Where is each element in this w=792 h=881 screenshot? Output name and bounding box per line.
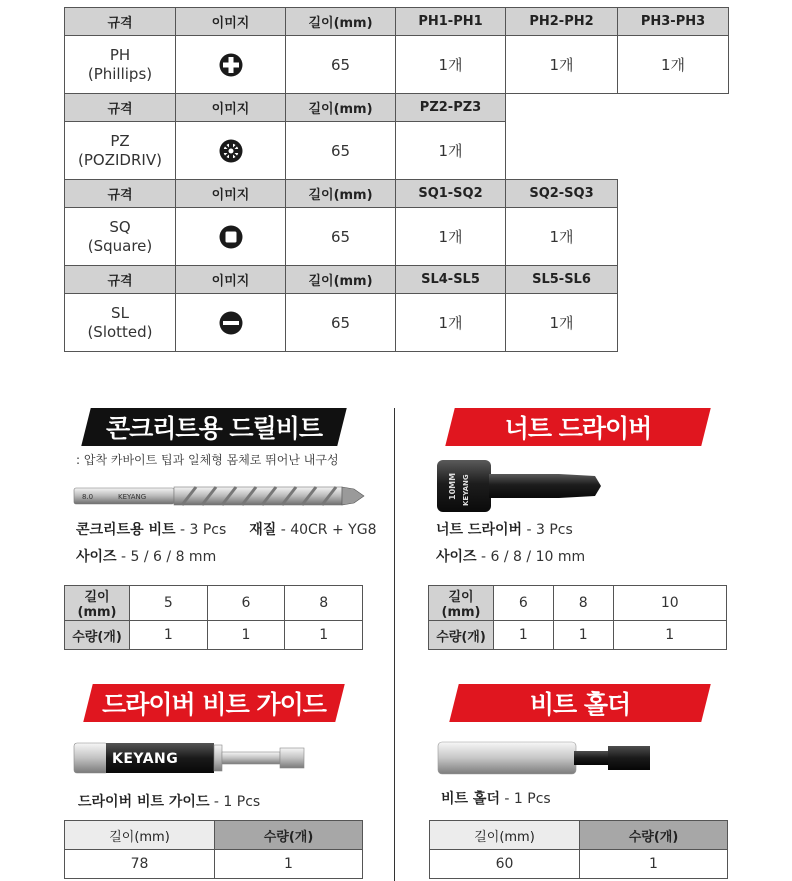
qty-cell: 1: [130, 621, 208, 650]
qty-cell: 1개: [505, 35, 618, 94]
nut-name-line: [436, 519, 573, 539]
header-cell: 규격: [64, 93, 176, 122]
qty-cell: 1개: [505, 207, 618, 266]
length-cell: 10: [613, 586, 726, 621]
drill-material-label: 재질: [249, 522, 277, 538]
qty-cell: 1개: [395, 293, 506, 352]
bit-guide-image: [72, 740, 308, 776]
drill-size-value: - 5 / 6 / 8 mm: [116, 549, 217, 565]
header-cell: 규격: [64, 7, 176, 36]
spec-row-pz: [64, 122, 506, 180]
header-cell: SQ1-SQ2: [395, 179, 506, 208]
header-cell: 규격: [64, 265, 176, 294]
spec-type-sub: (Slotted): [87, 322, 153, 341]
spec-header-sq: [64, 180, 618, 208]
nut-table: [428, 585, 727, 650]
length-cell: 6: [494, 586, 554, 621]
length-cell: 65: [285, 35, 396, 94]
qty-cell: 1: [613, 621, 726, 650]
length-header: 길이(mm): [65, 586, 130, 621]
holder-name-line: [441, 788, 551, 808]
drill-bit-image: [72, 484, 367, 508]
image-cell: [175, 207, 286, 266]
spec-type-sub: (POZIDRIV): [78, 150, 162, 169]
length-cell: 8: [285, 586, 363, 621]
spec-header-pz: [64, 94, 506, 122]
pozidriv-icon: [219, 139, 243, 163]
length-header: 길이(mm): [429, 586, 494, 621]
spec-type: PH: [109, 45, 131, 64]
holder-title: 비트 홀더: [529, 690, 631, 719]
drill-bit-count: - 3 Pcs: [175, 522, 227, 538]
spec-row-sl: [64, 294, 618, 352]
header-cell: PZ2-PZ3: [395, 93, 506, 122]
nut-name-label: 너트 드라이버: [436, 522, 523, 538]
holder-count: - 1 Pcs: [499, 791, 551, 807]
qty-header: 수량(개): [215, 821, 363, 850]
header-cell: PH1-PH1: [395, 7, 506, 36]
qty-cell: 1개: [395, 207, 506, 266]
image-cell: [175, 121, 286, 180]
spec-type-cell: [64, 35, 176, 94]
nut-size-mark: 10MM: [448, 472, 457, 500]
header-cell: PH3-PH3: [617, 7, 729, 36]
spec-row-ph: [64, 36, 729, 94]
header-cell: 이미지: [175, 7, 286, 36]
nut-driver-image: [435, 458, 605, 514]
drill-title: 콘크리트용 드릴비트: [105, 414, 323, 443]
spec-type-sub: (Square): [87, 236, 153, 255]
qty-cell: 1: [285, 621, 363, 650]
spec-type-cell: [64, 293, 176, 352]
header-cell: 길이(mm): [285, 265, 396, 294]
guide-name-label: 드라이버 비트 가이드: [78, 794, 210, 810]
qty-header: 수량(개): [429, 621, 494, 650]
header-cell: PH2-PH2: [505, 7, 618, 36]
qty-cell: 1: [580, 850, 728, 879]
guide-brand-mark: KEYANG: [112, 751, 179, 767]
length-cell: 65: [285, 293, 396, 352]
qty-header: 수량(개): [580, 821, 728, 850]
nut-brand-mark: KEYANG: [462, 474, 470, 506]
drill-size-line: [76, 546, 216, 566]
drill-material-value: - 40CR + YG8: [276, 522, 377, 538]
length-cell: 6: [207, 586, 285, 621]
guide-count: - 1 Pcs: [209, 794, 261, 810]
header-cell: SQ2-SQ3: [505, 179, 618, 208]
column-divider: [394, 408, 395, 881]
header-cell: SL4-SL5: [395, 265, 506, 294]
spec-type-sub: (Phillips): [87, 64, 153, 83]
header-cell: 길이(mm): [285, 93, 396, 122]
spec-type-cell: [64, 121, 176, 180]
drill-table: [64, 585, 363, 650]
slotted-icon: [219, 311, 243, 335]
spec-type-cell: [64, 207, 176, 266]
spec-row-sq: [64, 208, 618, 266]
qty-cell: 1: [494, 621, 554, 650]
nut-size-value: - 6 / 8 / 10 mm: [476, 549, 586, 565]
header-cell: SL5-SL6: [505, 265, 618, 294]
header-cell: 규격: [64, 179, 176, 208]
header-cell: 길이(mm): [285, 179, 396, 208]
spec-header-ph: [64, 8, 729, 36]
image-cell: [175, 35, 286, 94]
length-cell: 60: [430, 850, 580, 879]
guide-table: [64, 820, 363, 879]
spec-header-sl: [64, 266, 618, 294]
qty-cell: 1개: [395, 121, 506, 180]
nut-size-label: 사이즈: [436, 549, 477, 565]
length-cell: 8: [553, 586, 613, 621]
length-cell: 78: [65, 850, 215, 879]
nut-title-banner: [450, 408, 706, 446]
spec-type: SQ: [109, 217, 131, 236]
holder-name-label: 비트 홀더: [441, 791, 500, 807]
length-cell: 5: [130, 586, 208, 621]
qty-cell: 1: [553, 621, 613, 650]
header-cell: 길이(mm): [285, 7, 396, 36]
phillips-icon: [219, 53, 243, 77]
guide-title: 드라이버 비트 가이드: [102, 690, 326, 719]
holder-table: [429, 820, 728, 879]
guide-title-banner: [88, 684, 340, 722]
qty-cell: 1개: [505, 293, 618, 352]
drill-size-label: 사이즈: [76, 549, 117, 565]
square-drive-icon: [219, 225, 243, 249]
qty-cell: 1개: [617, 35, 729, 94]
length-header: 길이(mm): [65, 821, 215, 850]
header-cell: 이미지: [175, 93, 286, 122]
header-cell: 이미지: [175, 265, 286, 294]
drill-bit-label: 콘크리트용 비트: [76, 522, 176, 538]
drill-bit-line: [76, 519, 376, 539]
header-cell: 이미지: [175, 179, 286, 208]
drill-size-mark: 8.0: [82, 493, 94, 501]
drill-title-banner: [86, 408, 342, 446]
qty-header: 수량(개): [65, 621, 130, 650]
holder-title-banner: [454, 684, 706, 722]
spec-type: SL: [111, 303, 129, 322]
qty-cell: 1개: [395, 35, 506, 94]
nut-count: - 3 Pcs: [522, 522, 573, 538]
spec-type: PZ: [110, 131, 130, 150]
length-cell: 65: [285, 121, 396, 180]
guide-name-line: [78, 791, 260, 811]
length-cell: 65: [285, 207, 396, 266]
bit-holder-image: [436, 738, 654, 778]
length-header: 길이(mm): [430, 821, 580, 850]
qty-cell: 1: [215, 850, 363, 879]
image-cell: [175, 293, 286, 352]
nut-title: 너트 드라이버: [504, 414, 652, 443]
qty-cell: 1: [207, 621, 285, 650]
drill-brand-mark: KEYANG: [118, 493, 147, 501]
drill-note: : 압착 카바이트 팁과 일체형 몸체로 뛰어난 내구성: [76, 453, 339, 467]
nut-size-line: [436, 546, 585, 566]
